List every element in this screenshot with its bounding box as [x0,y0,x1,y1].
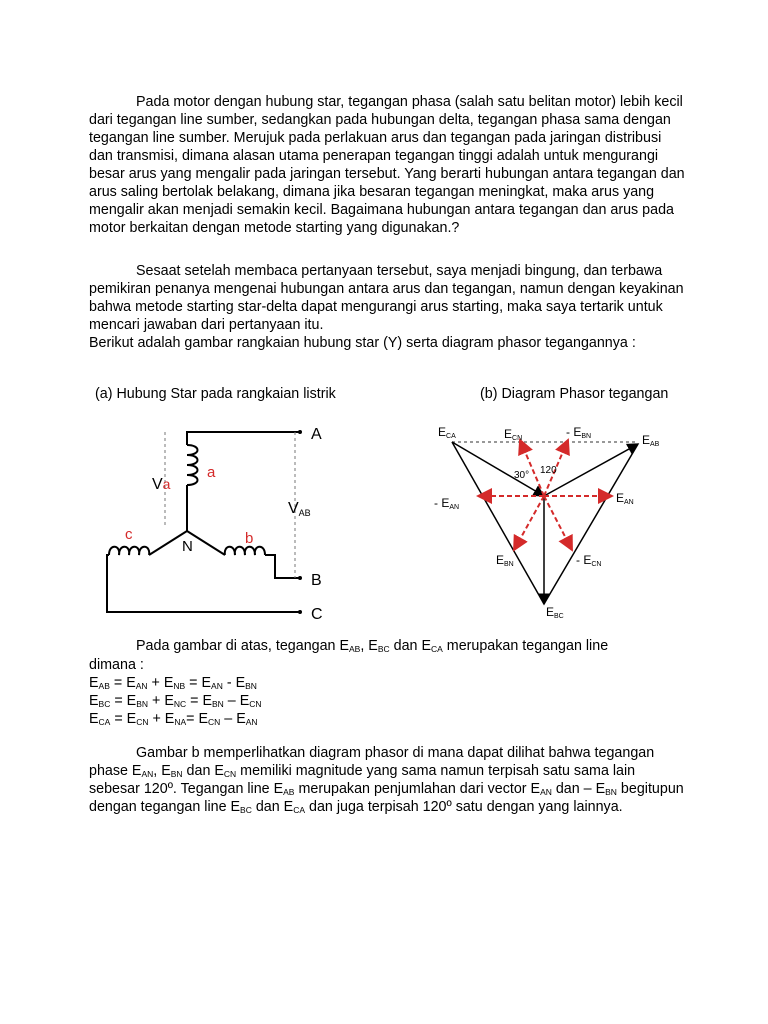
ecn-label: ECN [504,427,523,442]
terminal-B-label: B [311,572,322,589]
dimana-text: dimana : [89,657,144,673]
terminal-A-label: A [311,426,322,443]
va-label: Va [152,476,171,493]
terminal-C-label: C [311,606,323,623]
paragraph-response: Sesaat setelah membaca pertanyaan tersebut, saya menjadi bingung, dan terbawa pemikiran penanya mengenai hubungan antara arus dan tegangan, namun dengan keyakinan bahwa metode starting star-delta dapat mengurangi arus starting, maka saya tertarik untuk mencari jawaban dari pertanyaan itu. [89,263,684,333]
ebc-label: EBC [546,605,564,620]
neg-ean-label: - EAN [434,496,460,511]
paragraph-intro: Pada motor dengan hubung star, tegangan phasa (salah satu belitan motor) lebih kecil dari tegangan line sumber, sedangkan pada hubungan delta, tegangan phasa sama dengan tegangan line sumber. Merujuk pada perlakuan arus dan tegangan pada jaringan distribusi dan transmisi, dimana alasan utama penerapan tegangan tinggi adalah untuk mengurangi besar arus yang mengalir pada jaringan tersebut. Yang berarti hubungan antara tegangan dan arus saling bertolak belakang, dimana jika besaran tegangan meningkat, maka arus yang mengalir akan menjadi semakin kecil. Bagaimana hubungan antara tegangan dan arus pada motor berkaitan dengan metode starting yang digunakan.? [89,94,685,236]
equation-ebc: $E_{BC} = E_{BN} + E_{NC} = E_{BN} - E_{CN}$ [89,693,262,709]
ean-label: EAN [616,491,634,506]
wire-a [187,432,300,435]
eab-vector [544,444,638,496]
ebn-vector [514,496,544,550]
eca-label: ECA [438,425,456,440]
coil-c [109,547,149,555]
equation-eab: $E_{AB} = E_{AN} + E_{NB} = E_{AN} - E_{BN}$ [89,675,257,691]
paragraph-figure-intro: Berikut adalah gambar rangkaian hubung star (Y) serta diagram phasor tegangannya : [89,335,636,351]
paragraph-phasor-explanation: Gambar b memperlihatkan diagram phasor di mana dapat dilihat bahwa tegangan phase $E_{AN}$, $E_{BN}$ dan $E_{CN}$ memiliki magnitude yang sama namun terpisah satu sama lain sebesar 120º. Tegangan line $E_{AB}$ merupakan penjumlahan dari vector $E_{AN}$ dan – $E_{BN}$ begitupun dengan tegangan line $E_{BC}$ dan $E_{CA}$ dan juga terpisah 120º satu dengan yang lainnya. [89,745,684,815]
coil-c-label: c [125,526,133,543]
star-connection-diagram [95,415,355,630]
angle-30-label: 30° [514,470,530,481]
paragraph-line-voltage: Pada gambar di atas, tegangan $E_{AB}$, $E_{BC}$ dan $E_{CA}$ merupakan tegangan line [136,638,609,654]
caption-figure-a: (a) Hubung Star pada rangkaian listrik [95,386,336,402]
coil-a [187,445,198,485]
angle-120-label: 120 [540,465,557,476]
phasor-diagram [430,418,690,623]
eab-label: EAB [642,433,660,448]
caption-figure-b: (b) Diagram Phasor tegangan [480,386,669,402]
vab-label: VAB [288,500,311,518]
ebn-label: EBN [496,553,514,568]
coil-b-label: b [245,530,254,547]
wire-c [107,555,300,612]
neg-ecn-vector [544,496,572,550]
neg-ebn-label: - EBN [566,425,592,440]
neutral-label: N [182,538,193,555]
coil-b [225,547,265,555]
coil-a-label: a [207,464,216,481]
neg-ecn-label: - ECN [576,553,602,568]
eca-vector [452,442,544,496]
equation-eca: $E_{CA} = E_{CN} + E_{NA}= E_{CN} - E_{AN}$ [89,711,258,727]
